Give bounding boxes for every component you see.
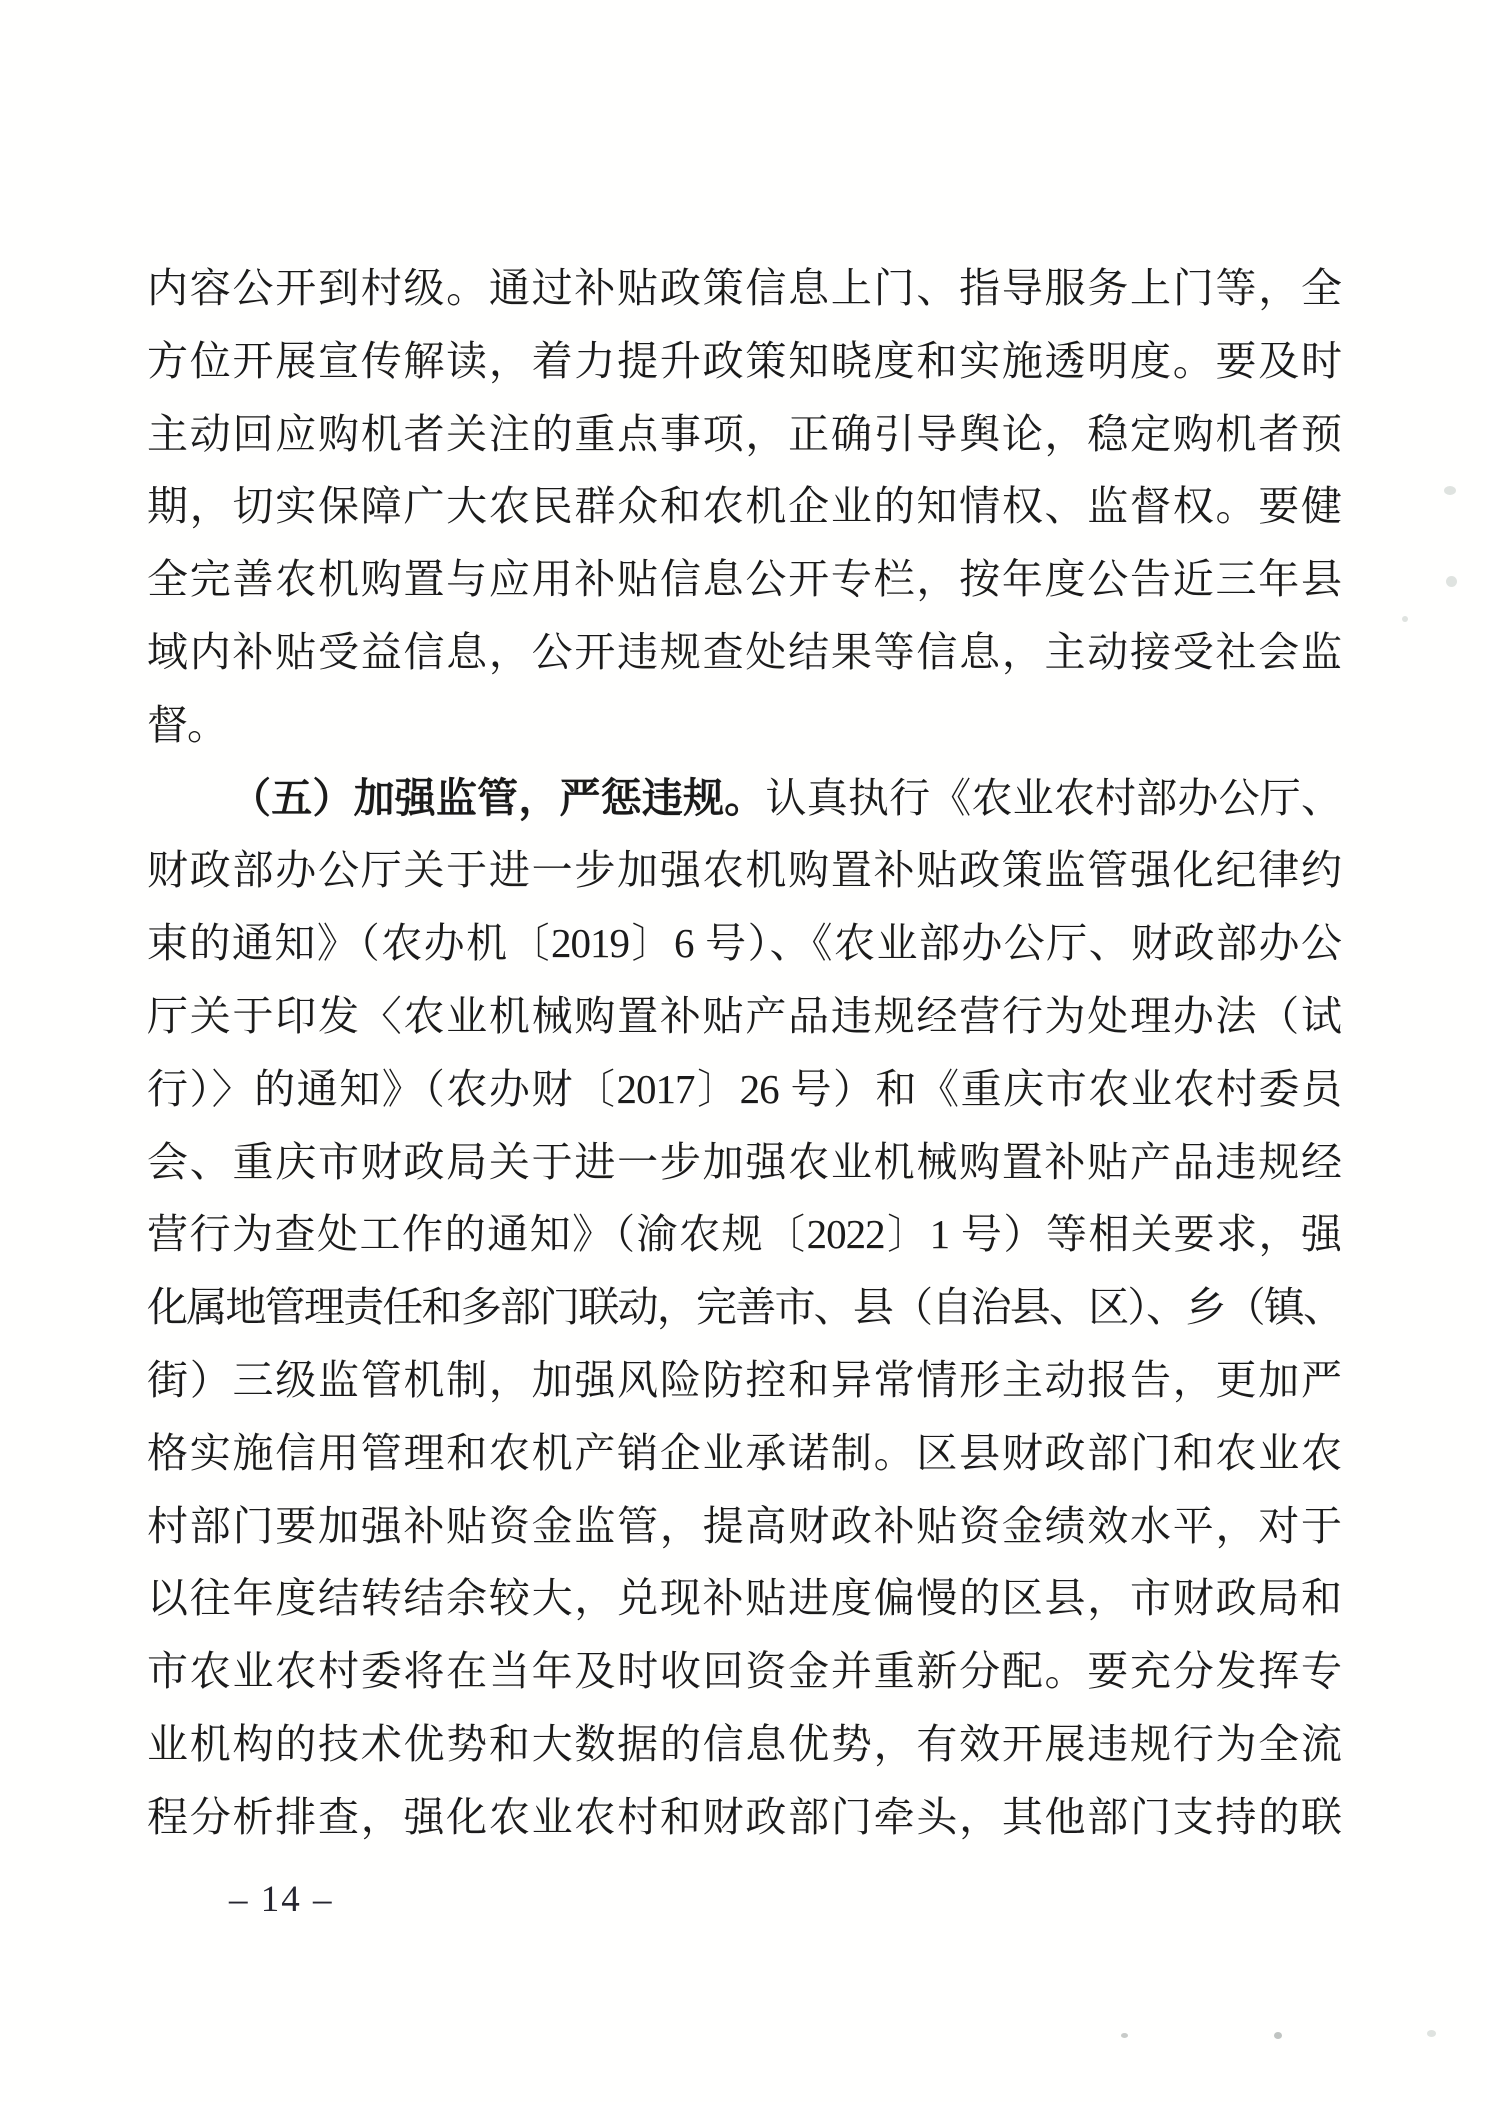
scan-artifact <box>1427 2030 1436 2037</box>
document-body <box>147 252 1341 1854</box>
text-line: 财政部办公厅关于进一步加强农机购置补贴政策监管强化纪律约 <box>147 847 1341 894</box>
page-number: – 14 – <box>229 1879 334 1920</box>
scan-artifact <box>1446 576 1457 587</box>
text-line: 村部门要加强补贴资金监管，提高财政补贴资金绩效水平，对于 <box>147 1502 1341 1549</box>
text-line: 全完善农机购置与应用补贴信息公开专栏，按年度公告近三年县 <box>147 556 1341 603</box>
scan-artifact <box>1444 486 1456 495</box>
text-line: 主动回应购机者关注的重点事项，正确引导舆论，稳定购机者预 <box>147 410 1341 457</box>
text-line: 束的通知》（农办机〔2019〕6 号）、《农业部办公厅、财政部办公 <box>147 920 1341 967</box>
text-line: 市农业农村委将在当年及时收回资金并重新分配。要充分发挥专 <box>147 1648 1341 1695</box>
text-line: 督。 <box>147 701 227 748</box>
text-line: 方位开展宣传解读，着力提升政策知晓度和实施透明度。要及时 <box>147 337 1341 384</box>
section-heading-line <box>147 762 1341 835</box>
scan-artifact <box>1402 616 1408 622</box>
text-line: 行）〉的通知》（农办财〔2017〕26 号）和《重庆市农业农村委员 <box>147 1065 1341 1112</box>
text-line: 以往年度结转结余较大，兑现补贴进度偏慢的区县，市财政局和 <box>147 1575 1341 1622</box>
text-line: 程分析排查，强化农业农村和财政部门牵头，其他部门支持的联 <box>147 1793 1341 1840</box>
section-heading-rest: 认真执行《农业农村部办公厅、 <box>765 774 1341 821</box>
text-line: 厅关于印发〈农业机械购置补贴产品违规经营行为处理办法（试 <box>147 992 1341 1039</box>
text-line: 营行为查处工作的通知》（渝农规〔2022〕1 号）等相关要求，强 <box>147 1211 1341 1258</box>
text-line: 会、重庆市财政局关于进一步加强农业机械购置补贴产品违规经 <box>147 1138 1341 1185</box>
text-line: 内容公开到村级。通过补贴政策信息上门、指导服务上门等，全 <box>147 265 1341 311</box>
scan-artifact <box>1121 2033 1128 2038</box>
text-line: 业机构的技术优势和大数据的信息优势，有效开展违规行为全流 <box>147 1720 1341 1767</box>
scan-artifact <box>1274 2032 1282 2039</box>
section-heading: （五）加强监管，严惩违规。 <box>230 774 766 821</box>
text-line: 街）三级监管机制，加强风险防控和异常情形主动报告，更加严 <box>147 1356 1341 1403</box>
text-line: 格实施信用管理和农机产销企业承诺制。区县财政部门和农业农 <box>147 1429 1341 1476</box>
text-line: 化属地管理责任和多部门联动，完善市、县（自治县、区）、乡（镇、 <box>147 1284 1341 1331</box>
text-line: 期，切实保障广大农民群众和农机企业的知情权、监督权。要健 <box>147 483 1341 530</box>
text-line: 域内补贴受益信息，公开违规查处结果等信息，主动接受社会监 <box>147 628 1341 675</box>
